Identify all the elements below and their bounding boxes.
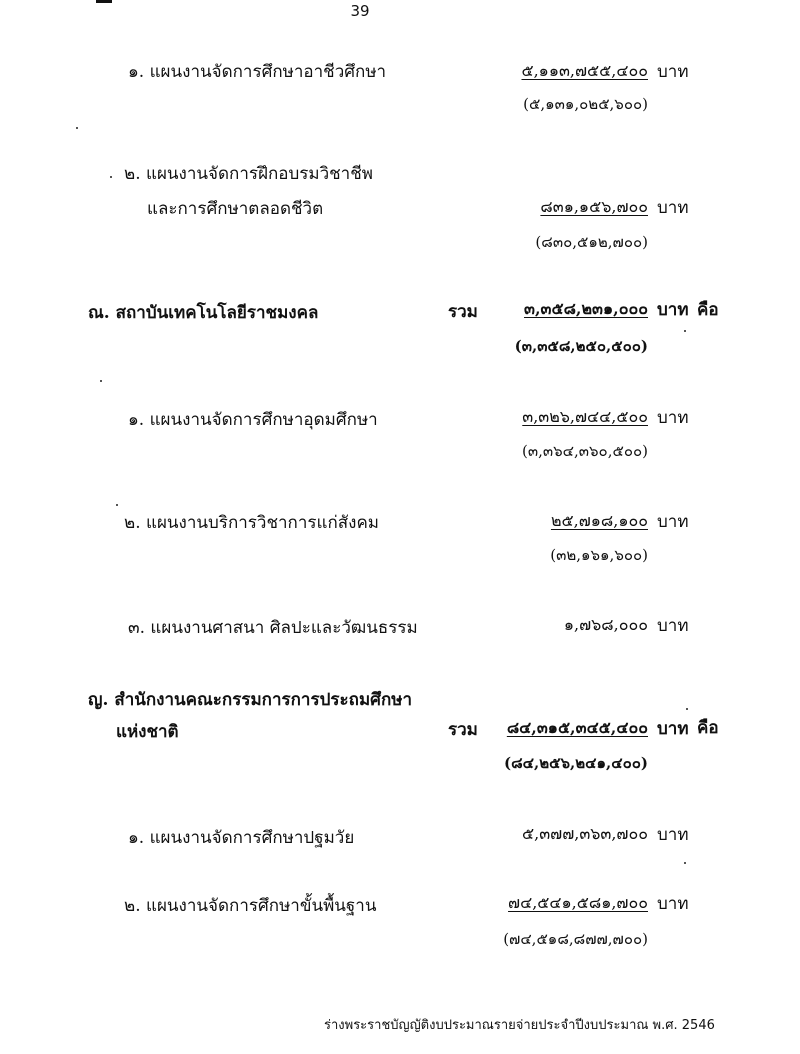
scan-speck <box>684 862 686 864</box>
scan-edge-mark <box>96 0 112 3</box>
scan-speck <box>116 504 118 506</box>
baht-unit: บาท <box>657 894 689 914</box>
baht-unit: บาท <box>657 825 689 845</box>
scan-speck <box>110 176 112 178</box>
item-vocational-education-previous-amount: (๕,๑๓๑,๐๒๕,๖๐๐) <box>523 95 648 113</box>
section-rajamangala-institute-total-amount: ๓,๓๕๘,๒๓๑,๐๐๐ <box>524 299 648 318</box>
baht-unit: บาท <box>657 62 689 82</box>
item-lifelong-training-amount: ๘๓๑,๑๕๖,๗๐๐ <box>540 197 648 216</box>
section-primary-education-commission-previous-amount: (๘๔,๒๕๖,๒๔๑,๔๐๐) <box>504 754 648 772</box>
item-basic-education-label: ๒. แผนงานจัดการศึกษาขั้นพื้นฐาน <box>124 896 377 916</box>
baht-unit: บาท <box>657 198 689 218</box>
item-religion-art-culture-label: ๓. แผนงานศาสนา ศิลปะและวัฒนธรรม <box>128 618 418 638</box>
item-vocational-education-label: ๑. แผนงานจัดการศึกษาอาชีวศึกษา <box>128 62 387 82</box>
baht-unit: บาท <box>657 512 689 532</box>
section-primary-education-commission-heading-line1: ญ. สำนักงานคณะกรรมการการประถมศึกษา <box>88 690 412 710</box>
scan-speck <box>76 127 78 129</box>
section-rajamangala-institute-previous-amount: (๓,๓๕๘,๒๕๐,๕๐๐) <box>514 337 648 355</box>
scan-speck <box>100 380 102 382</box>
item-early-childhood-amount: ๕,๓๗๗,๓๖๓,๗๐๐ <box>522 824 648 843</box>
section-rajamangala-institute-heading: ณ. สถาบันเทคโนโลยีราชมงคล <box>88 303 319 323</box>
item-higher-education-label: ๑. แผนงานจัดการศึกษาอุดมศึกษา <box>128 410 378 430</box>
scan-speck <box>684 330 686 332</box>
baht-unit: บาท <box>657 300 689 320</box>
item-basic-education-amount: ๗๔,๕๔๑,๕๘๑,๗๐๐ <box>508 893 648 912</box>
item-academic-service-amount: ๒๕,๗๑๘,๑๐๐ <box>550 511 648 530</box>
item-early-childhood-label: ๑. แผนงานจัดการศึกษาปฐมวัย <box>128 828 355 848</box>
total-label: รวม <box>448 720 478 740</box>
section-primary-education-commission-heading-line2: แห่งชาติ <box>116 722 179 742</box>
baht-unit: บาท <box>657 719 689 739</box>
item-lifelong-training-previous-amount: (๘๓๐,๕๑๒,๗๐๐) <box>535 233 648 251</box>
document-footer: ร่างพระราชบัญญัติงบประมาณรายจ่ายประจำปีงบประมาณ พ.ศ. 2546 <box>324 1018 715 1033</box>
scan-speck <box>686 708 688 710</box>
baht-unit: บาท <box>657 616 689 636</box>
item-religion-art-culture-amount: ๑,๗๖๘,๐๐๐ <box>563 615 648 634</box>
item-lifelong-training-label-line1: ๒. แผนงานจัดการฝึกอบรมวิชาชีพ <box>124 164 373 184</box>
namely-label: คือ <box>697 718 719 738</box>
item-basic-education-previous-amount: (๗๔,๕๑๘,๘๗๗,๗๐๐) <box>503 930 648 948</box>
baht-unit: บาท <box>657 408 689 428</box>
item-academic-service-label: ๒. แผนงานบริการวิชาการแก่สังคม <box>124 513 380 533</box>
section-primary-education-commission-total-amount: ๘๔,๓๑๕,๓๔๕,๔๐๐ <box>506 718 648 737</box>
item-lifelong-training-label-line2: และการศึกษาตลอดชีวิต <box>147 199 324 219</box>
page-number: 39 <box>350 2 370 20</box>
item-academic-service-previous-amount: (๓๒,๑๖๑,๖๐๐) <box>550 546 648 564</box>
total-label: รวม <box>448 302 478 322</box>
item-vocational-education-amount: ๕,๑๑๓,๗๕๕,๔๐๐ <box>521 61 648 80</box>
item-higher-education-previous-amount: (๓,๓๖๔,๓๖๐,๕๐๐) <box>522 442 648 460</box>
namely-label: คือ <box>697 300 719 320</box>
item-higher-education-amount: ๓,๓๒๖,๗๔๔,๕๐๐ <box>522 407 648 426</box>
